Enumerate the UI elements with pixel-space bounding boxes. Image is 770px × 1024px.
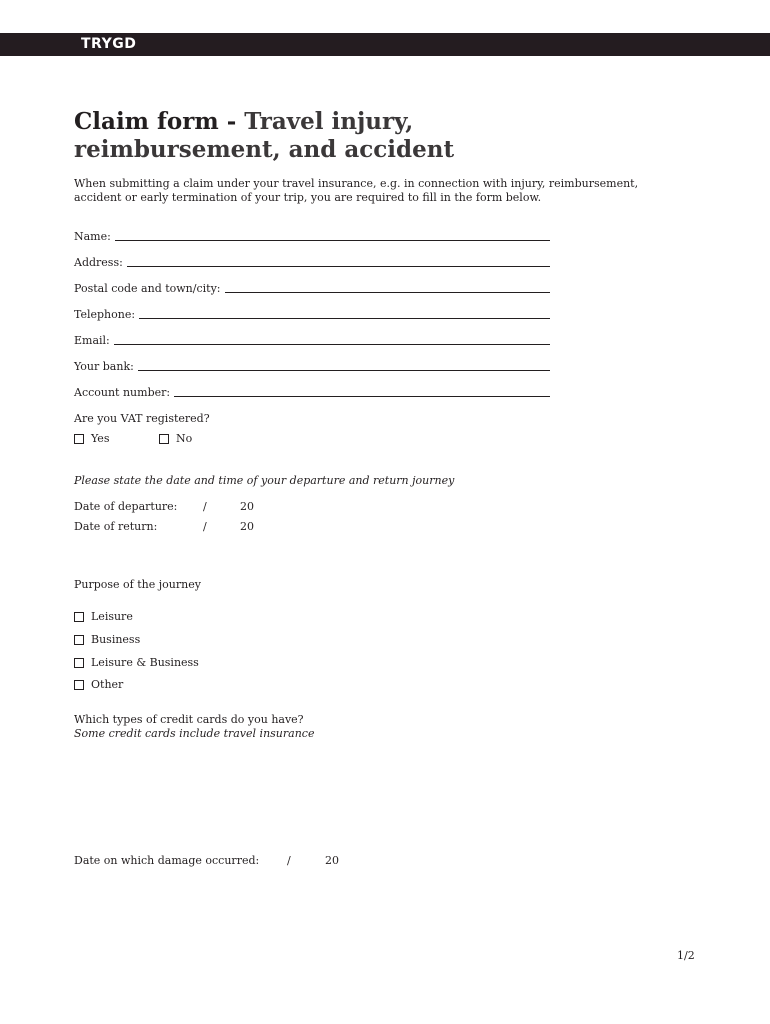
name-input-line[interactable] [115,240,550,241]
trygd-logo: TRYGD [81,36,137,52]
vat-question: Are you VAT registered? [74,412,210,425]
postal-label: Postal code and town/city: [74,282,221,295]
other-checkbox[interactable] [74,680,84,690]
postal-field[interactable] [74,280,550,296]
purpose-option-leisure[interactable] [74,610,133,624]
page-title [74,108,674,164]
title-prefix: Claim form - [74,108,245,135]
email-label: Email: [74,334,110,347]
other-label: Other [91,678,124,691]
leisure-checkbox[interactable] [74,612,84,622]
damage-date-year[interactable]: 20 [325,854,339,867]
purpose-option-other[interactable] [74,678,123,692]
vat-no-checkbox[interactable] [159,434,169,444]
account-input-line[interactable] [174,396,550,397]
credit-cards-note: Some credit cards include travel insurance [74,727,315,740]
name-label: Name: [74,230,111,243]
email-field[interactable] [74,332,550,348]
email-input-line[interactable] [114,344,550,345]
intro-text: When submitting a claim under your travel insurance, e.g. in connection with injury, reimbursement, accident or early termination of your trip, you are required to fill in the form below. [74,177,639,204]
return-year[interactable]: 20 [240,520,254,533]
departure-year[interactable]: 20 [240,500,254,513]
bank-field[interactable] [74,358,550,374]
damage-date-label: Date on which damage occurred: [74,854,260,867]
name-field[interactable] [74,228,550,244]
address-input-line[interactable] [127,266,550,267]
account-label: Account number: [74,386,171,399]
leisure-business-checkbox[interactable] [74,658,84,668]
return-slash: / [203,520,207,533]
title-line2: reimbursement, and accident [74,136,455,163]
vat-no-option[interactable] [159,432,192,446]
journey-instruction: Please state the date and time of your departure and return journey [74,474,455,487]
vat-yes-label: Yes [91,432,110,445]
purpose-question: Purpose of the journey [74,578,201,591]
return-label: Date of return: [74,520,158,533]
address-label: Address: [74,256,123,269]
brand-bar [0,33,770,56]
purpose-option-business[interactable] [74,633,140,647]
credit-cards-question: Which types of credit cards do you have? [74,713,304,726]
bank-label: Your bank: [74,360,134,373]
telephone-field[interactable] [74,306,550,322]
leisure-label: Leisure [91,610,133,623]
postal-input-line[interactable] [225,292,551,293]
telephone-label: Telephone: [74,308,136,321]
telephone-input-line[interactable] [139,318,550,319]
departure-slash: / [203,500,207,513]
page-number: 1/2 [677,949,695,962]
vat-no-label: No [176,432,193,445]
departure-label: Date of departure: [74,500,178,513]
purpose-option-leisure-business[interactable] [74,656,199,670]
address-field[interactable] [74,254,550,270]
title-rest: Travel injury, [244,108,414,135]
vat-yes-checkbox[interactable] [74,434,84,444]
bank-input-line[interactable] [138,370,550,371]
leisure-business-label: Leisure & Business [91,656,199,669]
vat-yes-option[interactable] [74,432,109,446]
account-field[interactable] [74,384,550,400]
business-checkbox[interactable] [74,635,84,645]
damage-date-slash: / [287,854,291,867]
business-label: Business [91,633,141,646]
